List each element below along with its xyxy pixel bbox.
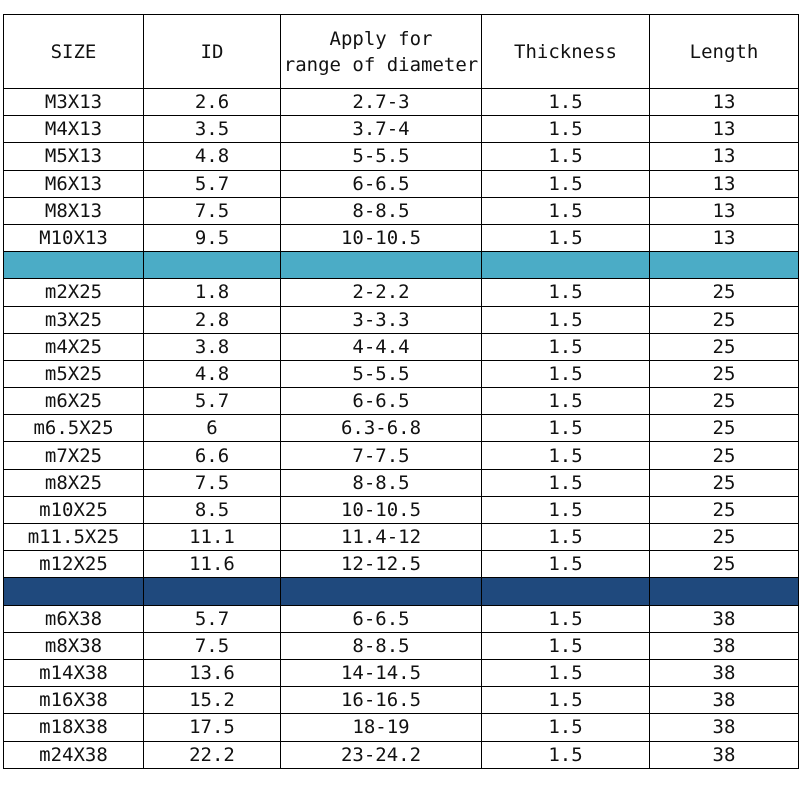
id-cell: 3.5 [144, 116, 281, 143]
length-cell: 38 [650, 687, 799, 714]
size-cell: m2X25 [4, 279, 144, 306]
separator-cell [482, 252, 650, 279]
size-cell: M6X13 [4, 170, 144, 197]
table-row [4, 333, 799, 360]
range-cell: 5-5.5 [281, 143, 482, 170]
thickness-cell: 1.5 [482, 632, 650, 659]
id-cell: 13.6 [144, 659, 281, 686]
length-cell: 25 [650, 551, 799, 578]
table-row [4, 659, 799, 686]
size-cell: m5X25 [4, 360, 144, 387]
thickness-cell: 1.5 [482, 116, 650, 143]
header-row [4, 15, 799, 89]
id-cell: 8.5 [144, 496, 281, 523]
thickness-cell: 1.5 [482, 415, 650, 442]
thickness-cell: 1.5 [482, 714, 650, 741]
range-cell: 16-16.5 [281, 687, 482, 714]
length-cell: 25 [650, 415, 799, 442]
size-cell: M3X13 [4, 89, 144, 116]
separator-cell [482, 578, 650, 605]
range-cell: 4-4.4 [281, 333, 482, 360]
range-cell: 5-5.5 [281, 360, 482, 387]
thickness-cell: 1.5 [482, 279, 650, 306]
separator-cell [144, 578, 281, 605]
thickness-cell: 1.5 [482, 360, 650, 387]
id-cell: 5.7 [144, 170, 281, 197]
separator-cell [650, 252, 799, 279]
range-cell: 6-6.5 [281, 605, 482, 632]
size-cell: m3X25 [4, 306, 144, 333]
table-row [4, 551, 799, 578]
separator-cell [281, 578, 482, 605]
table-row [4, 442, 799, 469]
length-cell: 25 [650, 442, 799, 469]
size-cell: m16X38 [4, 687, 144, 714]
size-cell: m6X38 [4, 605, 144, 632]
table-row [4, 279, 799, 306]
size-cell: M10X13 [4, 224, 144, 251]
id-cell: 11.6 [144, 551, 281, 578]
length-cell: 25 [650, 333, 799, 360]
range-cell: 10-10.5 [281, 496, 482, 523]
id-cell: 2.6 [144, 89, 281, 116]
table-row [4, 388, 799, 415]
thickness-cell: 1.5 [482, 442, 650, 469]
size-cell: m6X25 [4, 388, 144, 415]
table-row [4, 714, 799, 741]
table-row [4, 741, 799, 768]
range-cell: 12-12.5 [281, 551, 482, 578]
range-cell: 18-19 [281, 714, 482, 741]
separator-cell [4, 578, 144, 605]
thickness-cell: 1.5 [482, 170, 650, 197]
table-row [4, 687, 799, 714]
length-cell: 13 [650, 89, 799, 116]
size-cell: M5X13 [4, 143, 144, 170]
thickness-cell: 1.5 [482, 306, 650, 333]
range-cell: 2-2.2 [281, 279, 482, 306]
id-cell: 2.8 [144, 306, 281, 333]
range-cell: 6.3-6.8 [281, 415, 482, 442]
range-cell: 2.7-3 [281, 89, 482, 116]
size-cell: M4X13 [4, 116, 144, 143]
length-cell: 38 [650, 659, 799, 686]
size-cell: m18X38 [4, 714, 144, 741]
range-cell: 11.4-12 [281, 524, 482, 551]
separator-cell [650, 578, 799, 605]
thickness-cell: 1.5 [482, 551, 650, 578]
separator-cell [4, 252, 144, 279]
header-apply-range [281, 15, 482, 89]
id-cell: 7.5 [144, 469, 281, 496]
thickness-cell: 1.5 [482, 741, 650, 768]
length-cell: 13 [650, 224, 799, 251]
range-cell: 8-8.5 [281, 469, 482, 496]
length-cell: 38 [650, 741, 799, 768]
id-cell: 4.8 [144, 360, 281, 387]
range-cell: 3.7-4 [281, 116, 482, 143]
length-cell: 38 [650, 714, 799, 741]
table-row [4, 224, 799, 251]
size-cell: m4X25 [4, 333, 144, 360]
table-row [4, 89, 799, 116]
size-cell: m8X25 [4, 469, 144, 496]
thickness-cell: 1.5 [482, 524, 650, 551]
thickness-cell: 1.5 [482, 388, 650, 415]
range-cell: 8-8.5 [281, 632, 482, 659]
thickness-cell: 1.5 [482, 687, 650, 714]
thickness-cell: 1.5 [482, 143, 650, 170]
group-separator-row [4, 578, 799, 605]
group-separator-row [4, 252, 799, 279]
length-cell: 38 [650, 605, 799, 632]
id-cell: 7.5 [144, 197, 281, 224]
size-cell: m7X25 [4, 442, 144, 469]
separator-cell [281, 252, 482, 279]
thickness-cell: 1.5 [482, 496, 650, 523]
length-cell: 13 [650, 197, 799, 224]
size-cell: m8X38 [4, 632, 144, 659]
id-cell: 11.1 [144, 524, 281, 551]
length-cell: 25 [650, 360, 799, 387]
length-cell: 25 [650, 306, 799, 333]
length-cell: 25 [650, 496, 799, 523]
id-cell: 4.8 [144, 143, 281, 170]
id-cell: 6.6 [144, 442, 281, 469]
header-size: SIZE [4, 15, 144, 89]
size-cell: M8X13 [4, 197, 144, 224]
table-row [4, 496, 799, 523]
thickness-cell: 1.5 [482, 469, 650, 496]
header-thickness: Thickness [482, 15, 650, 89]
range-cell: 14-14.5 [281, 659, 482, 686]
thickness-cell: 1.5 [482, 224, 650, 251]
table-row [4, 469, 799, 496]
range-cell: 7-7.5 [281, 442, 482, 469]
id-cell: 5.7 [144, 388, 281, 415]
id-cell: 5.7 [144, 605, 281, 632]
separator-cell [144, 252, 281, 279]
length-cell: 13 [650, 170, 799, 197]
length-cell: 38 [650, 632, 799, 659]
table-row [4, 415, 799, 442]
length-cell: 25 [650, 469, 799, 496]
table-row [4, 360, 799, 387]
table-row [4, 524, 799, 551]
table-row [4, 306, 799, 333]
range-cell: 6-6.5 [281, 388, 482, 415]
table-row [4, 632, 799, 659]
length-cell: 25 [650, 524, 799, 551]
size-cell: m10X25 [4, 496, 144, 523]
id-cell: 15.2 [144, 687, 281, 714]
id-cell: 17.5 [144, 714, 281, 741]
header-id: ID [144, 15, 281, 89]
size-cell: m6.5X25 [4, 415, 144, 442]
length-cell: 13 [650, 116, 799, 143]
range-cell: 8-8.5 [281, 197, 482, 224]
id-cell: 3.8 [144, 333, 281, 360]
id-cell: 1.8 [144, 279, 281, 306]
size-cell: m12X25 [4, 551, 144, 578]
id-cell: 9.5 [144, 224, 281, 251]
table-row [4, 197, 799, 224]
header-apply-line2: range of diameter [283, 53, 479, 76]
table-row [4, 170, 799, 197]
thickness-cell: 1.5 [482, 197, 650, 224]
id-cell: 7.5 [144, 632, 281, 659]
table-body [4, 89, 799, 769]
range-cell: 3-3.3 [281, 306, 482, 333]
thickness-cell: 1.5 [482, 659, 650, 686]
size-cell: m14X38 [4, 659, 144, 686]
range-cell: 10-10.5 [281, 224, 482, 251]
thickness-cell: 1.5 [482, 333, 650, 360]
range-cell: 23-24.2 [281, 741, 482, 768]
range-cell: 6-6.5 [281, 170, 482, 197]
thickness-cell: 1.5 [482, 89, 650, 116]
table-row [4, 605, 799, 632]
size-cell: m24X38 [4, 741, 144, 768]
length-cell: 13 [650, 143, 799, 170]
header-length: Length [650, 15, 799, 89]
table-row [4, 143, 799, 170]
header-apply-line1: Apply for [329, 27, 433, 50]
thickness-cell: 1.5 [482, 605, 650, 632]
id-cell: 6 [144, 415, 281, 442]
size-cell: m11.5X25 [4, 524, 144, 551]
table-row [4, 116, 799, 143]
length-cell: 25 [650, 279, 799, 306]
spec-table [3, 14, 799, 769]
id-cell: 22.2 [144, 741, 281, 768]
length-cell: 25 [650, 388, 799, 415]
